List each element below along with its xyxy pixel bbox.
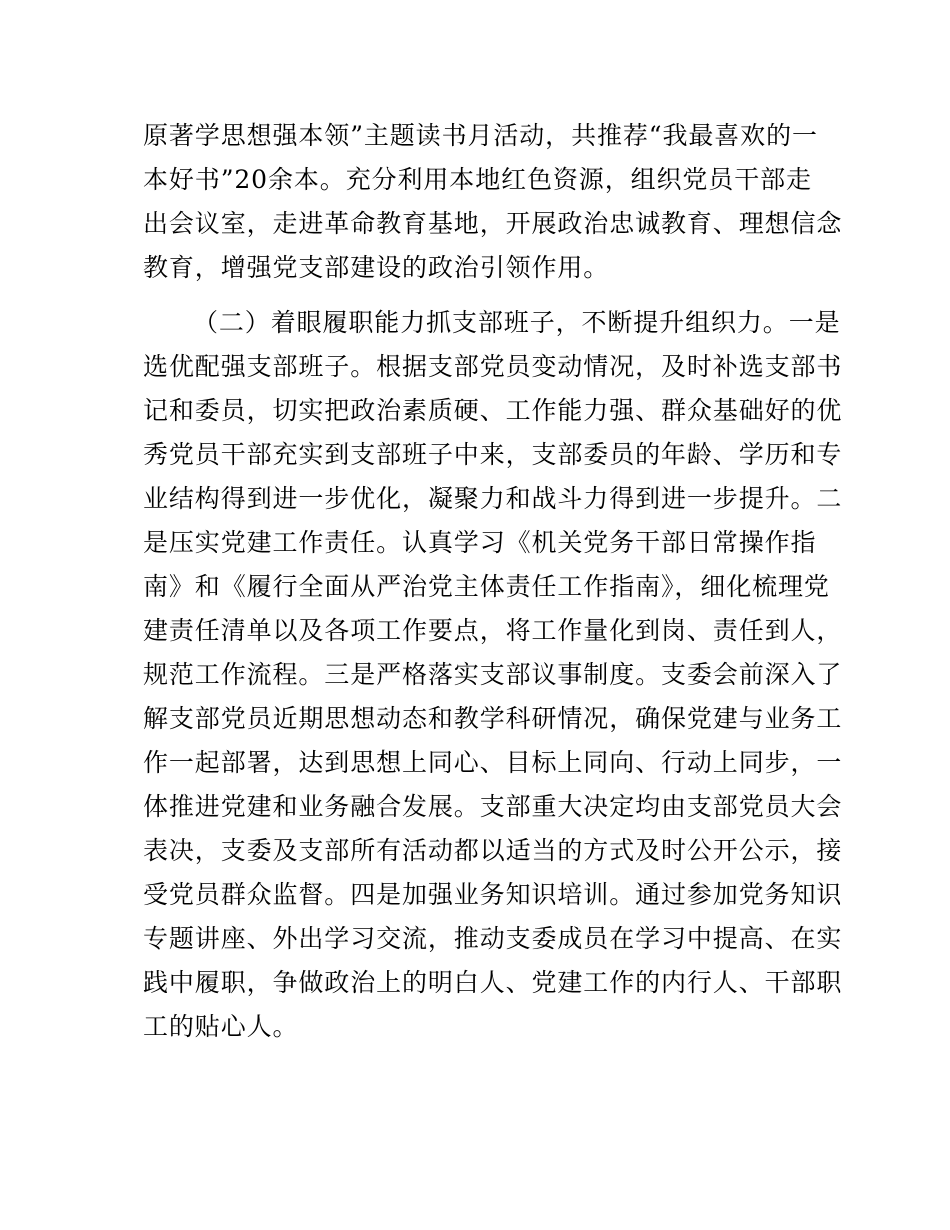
text-line: 践中履职，争做政治上的明白人、党建工作的内行人、干部职 <box>143 968 843 997</box>
text-line: 建责任清单以及各项工作要点，将工作量化到岗、责任到人， <box>143 616 843 645</box>
text-line: 教育，增强党支部建设的政治引领作用。 <box>143 253 610 282</box>
text-line: 南》和《履行全面从严治党主体责任工作指南》，细化梳理党 <box>143 572 830 601</box>
text-line: 是压实党建工作责任。认真学习《机关党务干部日常操作指 <box>143 528 817 557</box>
text-line: 受党员群众监督。四是加强业务知识培训。通过参加党务知识 <box>143 880 843 909</box>
text-line: 工的贴心人。 <box>143 1012 299 1041</box>
text-line: 作一起部署，达到思想上同心、目标上同向、行动上同步，一 <box>143 748 843 777</box>
text-line: 本好书”20余本。充分利用本地红色资源，组织党员干部走 <box>143 165 812 194</box>
text-line: 原著学思想强本领”主题读书月活动，共推荐“我最喜欢的一 <box>143 121 818 150</box>
text-line: （二）着眼履职能力抓支部班子，不断提升组织力。一是 <box>193 308 841 337</box>
text-line: 业结构得到进一步优化，凝聚力和战斗力得到进一步提升。二 <box>143 484 843 513</box>
text-line: 选优配强支部班子。根据支部党员变动情况，及时补选支部书 <box>143 352 843 381</box>
text-line: 秀党员干部充实到支部班子中来，支部委员的年龄、学历和专 <box>143 440 843 469</box>
text-line: 解支部党员近期思想动态和教学科研情况，确保党建与业务工 <box>143 704 843 733</box>
text-line: 体推进党建和业务融合发展。支部重大决定均由支部党员大会 <box>143 792 843 821</box>
text-line: 表决，支委及支部所有活动都以适当的方式及时公开公示，接 <box>143 836 843 865</box>
text-line: 记和委员，切实把政治素质硬、工作能力强、群众基础好的优 <box>143 396 843 425</box>
text-line: 专题讲座、外出学习交流，推动支委成员在学习中提高、在实 <box>143 924 843 953</box>
text-line: 出会议室，走进革命教育基地，开展政治忠诚教育、理想信念 <box>143 209 843 238</box>
text-line: 规范工作流程。三是严格落实支部议事制度。支委会前深入了 <box>143 660 843 689</box>
